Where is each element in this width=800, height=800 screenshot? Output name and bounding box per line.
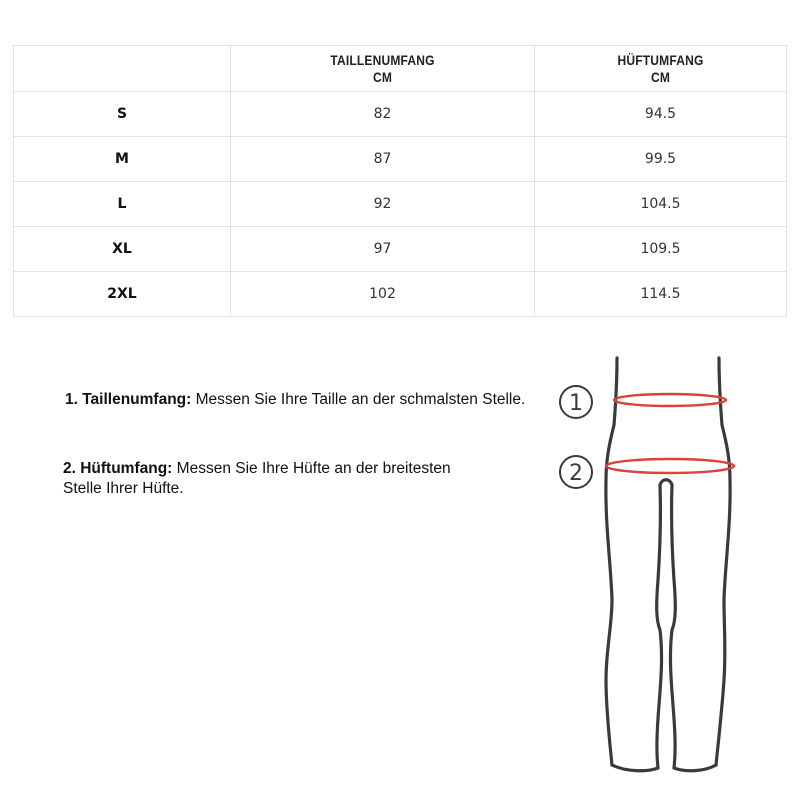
size-cell: 2XL [14, 272, 231, 317]
instruction-waist [65, 390, 555, 410]
size-cell: XL [14, 227, 231, 272]
header-hip [535, 46, 787, 92]
waist-cell: 87 [231, 137, 535, 182]
header-waist [231, 46, 535, 92]
waist-measure-band [614, 394, 726, 406]
marker-2 [560, 456, 592, 488]
hip-cell: 114.5 [535, 272, 787, 317]
table-row [14, 92, 787, 137]
waist-cell: 92 [231, 182, 535, 227]
table-header-row [14, 46, 787, 92]
header-hip-label: HÜFTUMFANG [617, 51, 704, 68]
waist-cell: 82 [231, 92, 535, 137]
instruction-hip-text: Messen Sie Ihre Hüfte an der breitesten Stelle Ihrer Hüfte. [63, 460, 451, 497]
table-row [14, 137, 787, 182]
waist-cell: 97 [231, 227, 535, 272]
size-cell: S [14, 92, 231, 137]
hip-cell: 104.5 [535, 182, 787, 227]
header-size [14, 46, 231, 92]
hip-cell: 99.5 [535, 137, 787, 182]
size-table [13, 45, 787, 317]
header-waist-unit: CM [372, 68, 393, 85]
instruction-hip-label: 2. Hüftumfang: [63, 460, 173, 477]
instruction-waist-label: 1. Taillenumfang: [65, 391, 192, 408]
size-cell: L [14, 182, 231, 227]
leggings-outline [606, 358, 730, 771]
hip-cell: 94.5 [535, 92, 787, 137]
instruction-waist-text: Messen Sie Ihre Taille an der schmalsten Stelle. [191, 391, 526, 408]
header-hip-unit: CM [650, 68, 671, 85]
instruction-hip [63, 459, 483, 499]
table-row [14, 272, 787, 317]
waist-cell: 102 [231, 272, 535, 317]
leg-measurement-figure [548, 350, 748, 780]
hip-measure-band [606, 459, 734, 473]
marker-1 [560, 386, 592, 418]
marker-1-label: 1 [569, 391, 583, 416]
table-row [14, 227, 787, 272]
marker-2-label: 2 [569, 461, 583, 486]
size-cell: M [14, 137, 231, 182]
header-waist-label: TAILLENUMFANG [330, 51, 435, 68]
hip-cell: 109.5 [535, 227, 787, 272]
table-row [14, 182, 787, 227]
